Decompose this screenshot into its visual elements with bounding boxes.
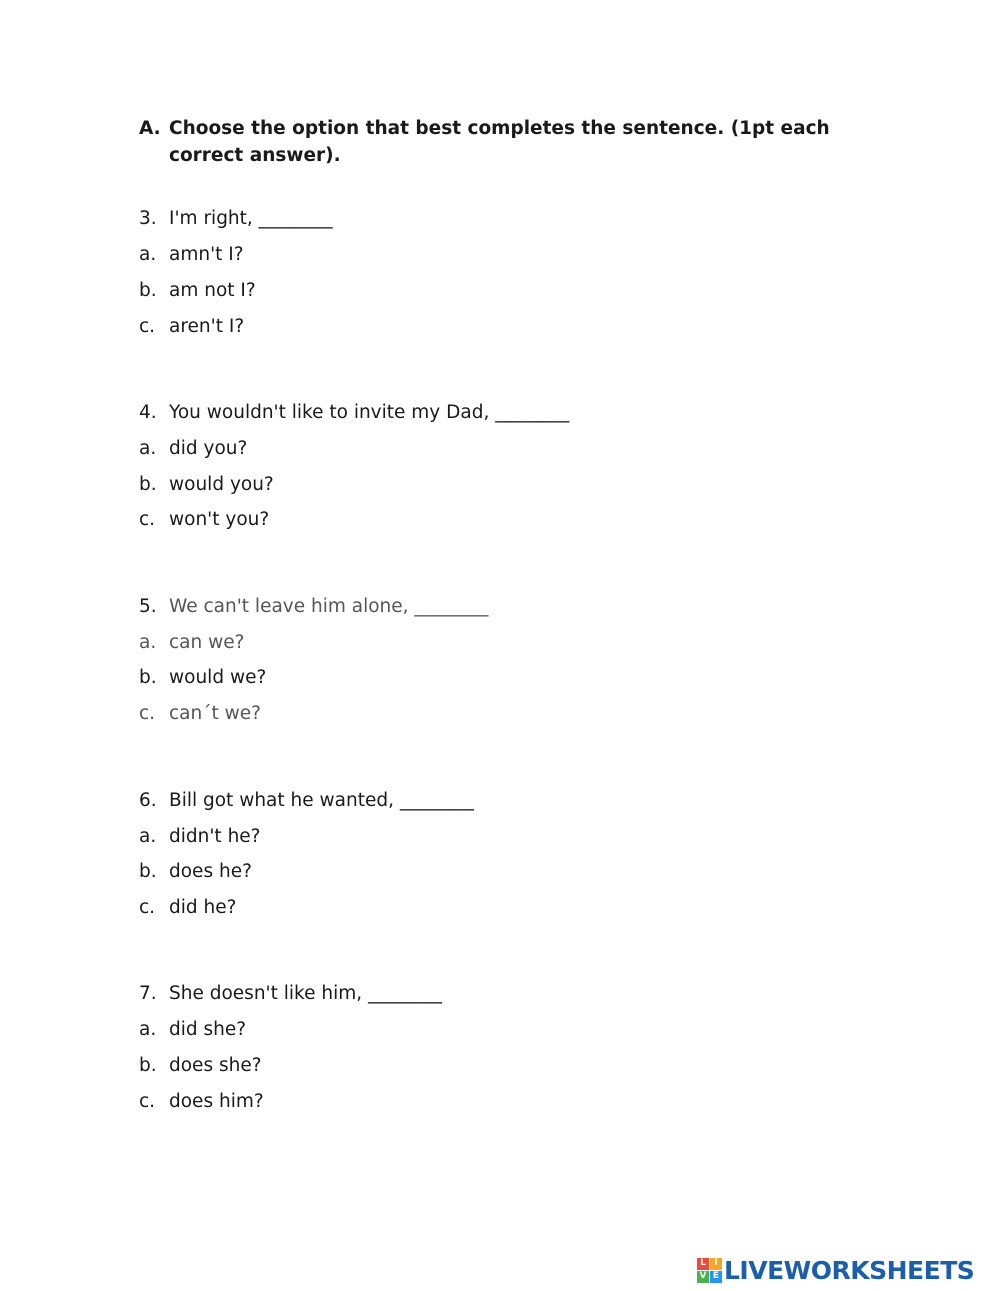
option-6b[interactable] [139, 860, 252, 884]
option-text: did you? [169, 438, 248, 459]
option-7a[interactable] [139, 1018, 246, 1042]
option-text: aren't I? [169, 316, 245, 337]
question-stem: Bill got what he wanted, ________ [169, 790, 474, 811]
option-letter: c. [139, 703, 156, 724]
option-letter: b. [139, 1055, 157, 1076]
option-letter: c. [139, 509, 156, 530]
question-stem: She doesn't like him, ________ [169, 983, 443, 1004]
question-7 [139, 982, 442, 1006]
question-stem: You wouldn't like to invite my Dad, ________ [169, 402, 570, 423]
option-letter: a. [139, 632, 157, 653]
question-stem: We can't leave him alone, ________ [169, 596, 489, 617]
question-stem: I'm right, ________ [169, 208, 333, 229]
option-6c[interactable] [139, 896, 236, 920]
logo-text: LIVEWORKSHEETS [724, 1255, 975, 1285]
option-text: can we? [169, 632, 245, 653]
logo-letter-e: E [710, 1271, 722, 1283]
option-3c[interactable] [139, 315, 244, 339]
option-4c[interactable] [139, 508, 269, 532]
option-text: can´t we? [169, 703, 261, 724]
option-letter: b. [139, 861, 157, 882]
question-number: 3. [139, 208, 157, 229]
option-text: would we? [169, 667, 267, 688]
instructions-label: A. [139, 118, 161, 139]
option-7c[interactable] [139, 1090, 264, 1114]
option-letter: c. [139, 1091, 156, 1112]
option-text: did he? [169, 897, 237, 918]
logo-letter-l: L [697, 1258, 709, 1270]
option-letter: a. [139, 244, 157, 265]
logo-letter-v: V [697, 1271, 709, 1283]
question-5 [139, 595, 488, 619]
option-text: didn't he? [169, 826, 261, 847]
option-4b[interactable] [139, 473, 274, 497]
logo-icon [697, 1258, 722, 1283]
logo-letter-i: I [710, 1258, 722, 1270]
option-letter: a. [139, 826, 157, 847]
question-number: 7. [139, 983, 157, 1004]
option-5c[interactable] [139, 702, 261, 726]
option-3a[interactable] [139, 243, 244, 267]
option-4a[interactable] [139, 437, 247, 461]
option-text: am not I? [169, 280, 256, 301]
instructions [139, 115, 869, 169]
question-number: 6. [139, 790, 157, 811]
option-text: amn't I? [169, 244, 244, 265]
option-letter: c. [139, 897, 156, 918]
option-text: does she? [169, 1055, 262, 1076]
question-3 [139, 207, 333, 231]
option-text: would you? [169, 474, 274, 495]
option-letter: c. [139, 316, 156, 337]
option-5b[interactable] [139, 666, 266, 690]
option-letter: b. [139, 280, 157, 301]
option-text: does he? [169, 861, 252, 882]
option-letter: b. [139, 667, 157, 688]
option-letter: a. [139, 438, 157, 459]
question-number: 4. [139, 402, 157, 423]
option-letter: a. [139, 1019, 157, 1040]
option-text: does him? [169, 1091, 264, 1112]
liveworksheets-logo [697, 1255, 974, 1285]
option-letter: b. [139, 474, 157, 495]
option-3b[interactable] [139, 279, 256, 303]
question-4 [139, 401, 569, 425]
option-6a[interactable] [139, 825, 261, 849]
option-5a[interactable] [139, 631, 244, 655]
instructions-text: Choose the option that best completes the sentence. (1pt each correct answer). [169, 118, 830, 166]
question-number: 5. [139, 596, 157, 617]
option-text: won't you? [169, 509, 270, 530]
question-6 [139, 789, 474, 813]
option-text: did she? [169, 1019, 247, 1040]
option-7b[interactable] [139, 1054, 262, 1078]
